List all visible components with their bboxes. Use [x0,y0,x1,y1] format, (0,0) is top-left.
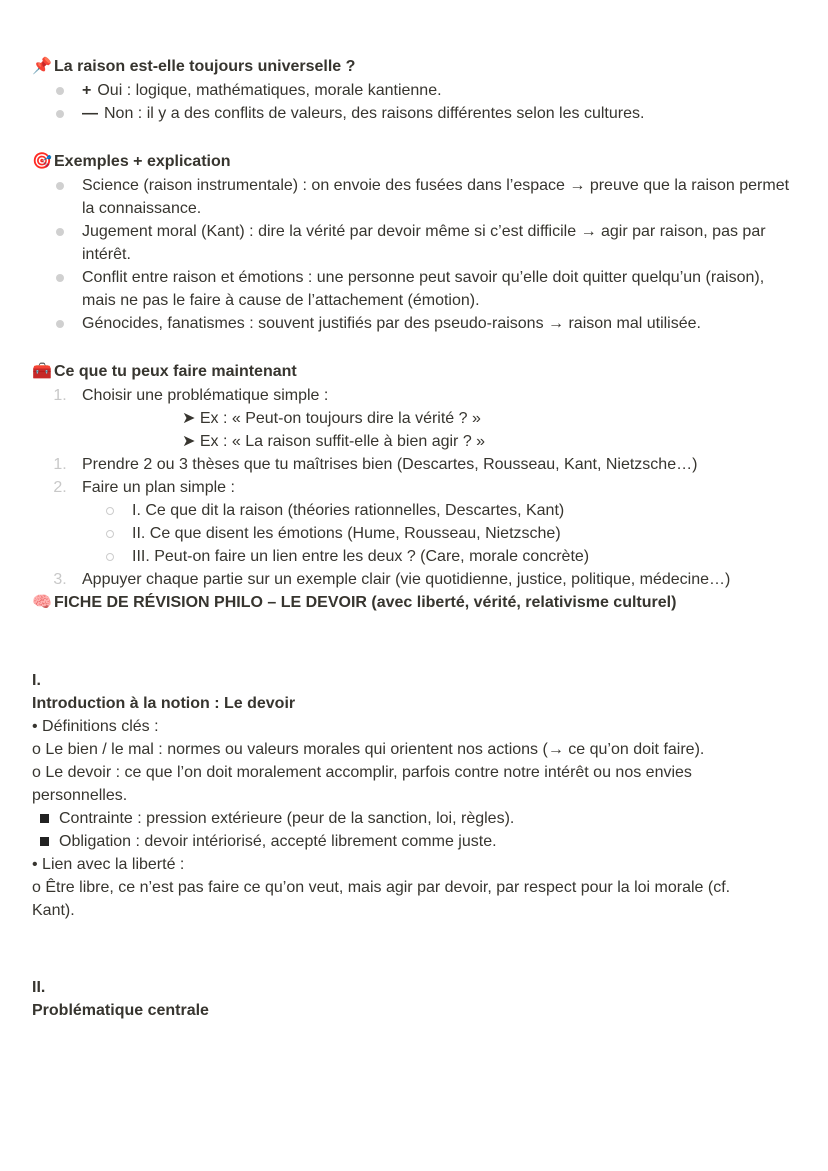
minus-icon: — [82,105,98,122]
item-text: Génocides, fanatismes : souvent justifiés par des pseudo-raisons → raison mal utilisée. [82,315,701,332]
bullet-icon [56,87,64,95]
bullet-icon [56,228,64,236]
circle-bullet-icon [106,530,114,538]
item-text: Obligation : devoir intériorisé, accepté librement comme juste. [59,833,497,850]
square-bullet-icon [40,814,49,823]
item-text: Non : il y a des conflits de valeurs, des raisons différentes selon les cultures. [104,105,645,122]
section-heading-maintenant [32,360,796,384]
fiche-title [32,591,796,615]
list-item [32,220,796,266]
text-line: • Définitions clés : [32,718,159,735]
square-item [32,830,796,853]
heading-text: La raison est-elle toujours universelle ? [54,58,356,75]
target-icon: 🎯 [32,153,52,170]
numbered-item [32,384,796,407]
list-item [32,102,796,125]
bullet-icon [56,110,64,118]
item-text: Jugement moral (Kant) : dire la vérité par devoir même si c’est difficile → agir par raison, pas par intérêt. [82,223,766,263]
numbered-item [32,453,796,476]
bullet-icon [56,274,64,282]
text-line: o Être libre, ce n’est pas faire ce qu’on veut, mais agir par devoir, par respect pour la loi morale (cf. Kant). [32,879,731,919]
text-line: • Lien avec la liberté : [32,856,185,873]
item-text: Science (raison instrumentale) : on envoie des fusées dans l’espace → preuve que la raison permet la connaissance. [82,177,790,217]
pushpin-icon: 📌 [32,58,52,75]
plus-icon: + [82,82,92,99]
square-bullet-icon [40,837,49,846]
heading-text: FICHE DE RÉVISION PHILO – LE DEVOIR (avec liberté, vérité, relativisme culturel) [54,594,677,611]
item-text: Faire un plan simple : [82,479,235,496]
list-number: 2. [53,479,67,496]
part-title: Problématique centrale [32,1002,209,1019]
list-item [32,266,796,312]
item-text: III. Peut-on faire un lien entre les deux ? (Care, morale concrète) [132,548,590,565]
part-number: I. [32,672,41,689]
item-text: Choisir une problématique simple : [82,387,329,404]
sub-list-item [32,545,796,568]
list-item [32,174,796,220]
circle-bullet-icon [106,507,114,515]
item-text: I. Ce que dit la raison (théories rationnelles, Descartes, Kant) [132,502,565,519]
list-number: 3. [53,571,67,588]
numbered-item [32,568,796,591]
brain-icon: 🧠 [32,594,52,611]
section-heading-exemples [32,150,796,174]
sub-list-item [32,522,796,545]
bullet-icon [56,320,64,328]
section-heading-universalite [32,55,796,79]
list-number: 1. [53,387,67,404]
text-line: o Le devoir : ce que l’on doit moralement accomplir, parfois contre notre intérêt ou nos envies personnelles. [32,764,692,804]
heading-text: Exemples + explication [54,153,231,170]
list-item [32,312,796,335]
circle-bullet-icon [106,553,114,561]
sub-list-item [32,499,796,522]
example-line: ➤ Ex : « Peut-on toujours dire la vérité ? » [182,410,481,427]
list-number: 1. [53,456,67,473]
square-item [32,807,796,830]
item-text: Conflit entre raison et émotions : une personne peut savoir qu’elle doit quitter quelqu’un (raison), mais ne pas le faire à cause de l’attachement (émotion). [82,269,765,309]
item-text: II. Ce que disent les émotions (Hume, Rousseau, Nietzsche) [132,525,561,542]
toolbox-icon: 🧰 [32,363,52,380]
item-text: Appuyer chaque partie sur un exemple clair (vie quotidienne, justice, politique, médecine…) [82,571,731,588]
heading-text: Ce que tu peux faire maintenant [54,363,297,380]
numbered-item [32,476,796,499]
bullet-icon [56,182,64,190]
item-text: Oui : logique, mathématiques, morale kantienne. [97,82,442,99]
part-title: Introduction à la notion : Le devoir [32,695,296,712]
list-item [32,79,796,102]
text-line: o Le bien / le mal : normes ou valeurs morales qui orientent nos actions (→ ce qu’on doit faire). [32,741,705,758]
part-number: II. [32,979,46,996]
example-line: ➤ Ex : « La raison suffit-elle à bien agir ? » [182,433,486,450]
item-text: Prendre 2 ou 3 thèses que tu maîtrises bien (Descartes, Rousseau, Kant, Nietzsche…) [82,456,698,473]
item-text: Contrainte : pression extérieure (peur de la sanction, loi, règles). [59,810,515,827]
